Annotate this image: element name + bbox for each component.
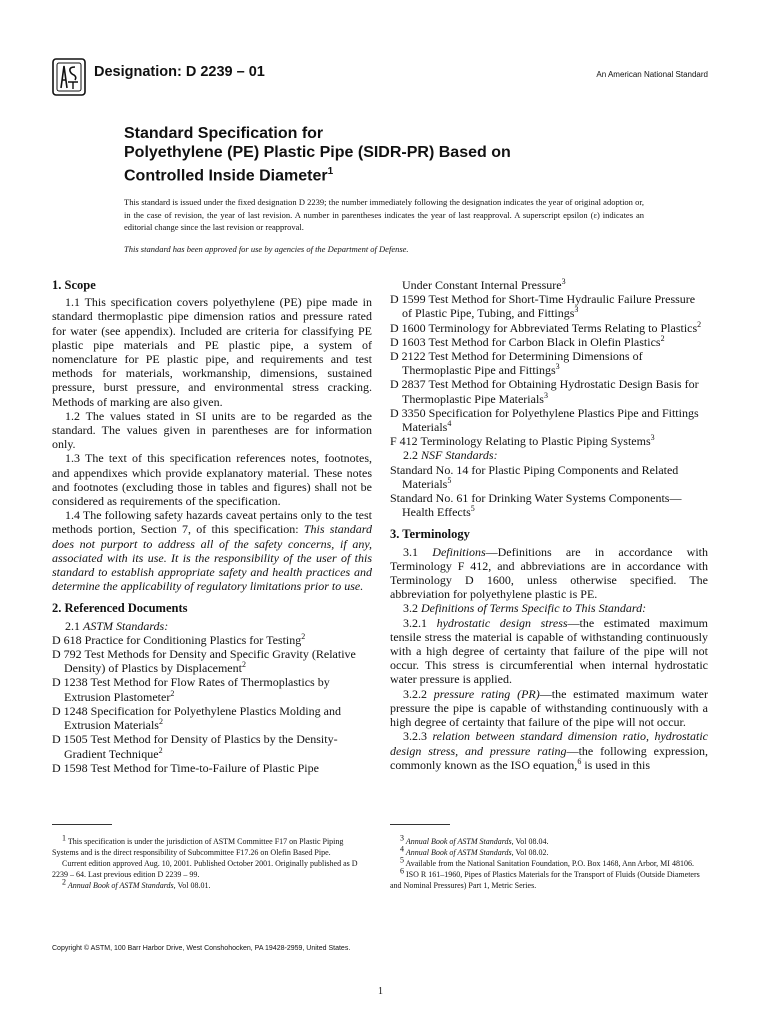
reference-item-text: D 1248 Specification for Polyethylene Plastics Molding and Extrusion Materials: [52, 703, 341, 733]
footnote-1-edition: Current edition approved Aug. 10, 2001. Published October 2001. Originally published as D 2239 – 64. Last previous edition D 2239 – 99.: [52, 859, 358, 879]
reference-item-text: D 3350 Specification for Polyethylene Plastics Pipe and Fittings Materials: [390, 405, 699, 435]
p-3-2-term: Definitions of Terms Specific to This Standard:: [421, 601, 647, 616]
section-heading-referenced-documents: 2. Referenced Documents: [52, 601, 188, 616]
title-footnote-mark: 1: [327, 166, 334, 177]
safety-caveat: This standard does not purport to address all of the safety concerns, if any, associated with its use. It is the responsibility of the user of this standard to establish appropriate safety and health practices and determine the applicability of regulatory limitations prior to use.: [52, 522, 373, 594]
title-line-3-text: Controlled Inside Diameter: [124, 167, 328, 185]
reference-item: [52, 761, 372, 775]
paragraph-3-2-1: [390, 616, 708, 687]
footnote-4: [390, 844, 708, 858]
reference-item-sup: 3: [555, 362, 560, 372]
copyright-notice: Copyright © ASTM, 100 Barr Harbor Drive, West Conshohocken, PA 19428-2959, United States.: [52, 945, 351, 952]
footnote-1-mark: 1: [62, 833, 66, 843]
footnotes-right: [390, 833, 708, 891]
section-heading-scope: 1. Scope: [52, 278, 96, 292]
reference-item: [390, 292, 708, 320]
footnote-5-mark: 5: [400, 855, 404, 865]
reference-item-sup: 4: [447, 419, 452, 429]
reference-item-text: D 1599 Test Method for Short-Time Hydraulic Failure Pressure of Plastic Pipe, Tubing, and Fittings: [390, 292, 696, 321]
nsf-standards-number: 2.2: [403, 448, 421, 463]
footnote-1-text: This specification is under the jurisdiction of ASTM Committee F17 on Plastic Piping Systems and is the direct responsibility of Subcommittee F17.26 on Olefin Based Pipe.: [52, 837, 344, 857]
section-heading-terminology: 3. Terminology: [390, 527, 470, 542]
p-3-1-num: 3.1: [403, 544, 433, 559]
reference-item-text: F 412 Terminology Relating to Plastic Piping Systems: [390, 434, 651, 449]
paragraph-3-2-2: [390, 687, 708, 730]
footnote-3: [390, 833, 708, 847]
title-line-3: [124, 162, 684, 185]
p-3-2-2-num: 3.2.2: [403, 686, 434, 701]
document-title: [124, 124, 684, 185]
reference-continuation: [390, 278, 708, 292]
nsf-standards-title: NSF Standards:: [421, 448, 498, 463]
title-line-1: Standard Specification for: [124, 125, 324, 142]
p-3-2-3-num: 3.2.3: [403, 729, 433, 744]
footnote-2: [52, 877, 372, 891]
reference-item-sup: 2: [301, 631, 306, 641]
p-3-2-1-num: 3.2.1: [403, 615, 437, 630]
reference-item-sup: 2: [697, 319, 702, 329]
footnote-2-mark: 2: [62, 877, 66, 887]
footnote-2-italic: Annual Book of ASTM Standards: [66, 881, 174, 890]
astm-logo-icon: [52, 58, 86, 96]
footnote-1: [52, 833, 372, 858]
reference-item: [390, 335, 708, 349]
paragraph-3-2-3: [390, 729, 708, 772]
paragraph-1-4: [52, 508, 372, 593]
nsf-reference-list: [390, 463, 708, 520]
reference-item: [390, 349, 708, 377]
page-number: 1: [378, 986, 383, 997]
reference-item: [52, 675, 372, 703]
footnote-4-italic: Annual Book of ASTM Standards: [404, 848, 512, 857]
nsf-standards-label: [390, 448, 708, 462]
p-3-1-term: Definitions: [432, 544, 486, 559]
p-3-2-1-text: —the estimated maximum tensile stress the material is capable of withstanding continuously with a high degree of certainty that failure of the pipe will not occur. This stress is circumferential when internal hydrostatic water pressure is applied.: [390, 615, 709, 687]
astm-reference-list: [52, 633, 372, 775]
footnote-6-text: ISO R 161–1960, Pipes of Plastics Materials for the Transport of Fluids (Outside Diameters and Nominal Pressures) Part 1, Metric Series.: [390, 870, 700, 890]
reference-item-sup: 2: [158, 717, 163, 727]
reference-item-text: D 1598 Test Method for Time-to-Failure of Plastic Pipe: [52, 760, 319, 775]
footnote-5-text: Available from the National Sanitation Foundation, P.O. Box 1468, Ann Arbor, MI 48106.: [404, 859, 694, 868]
reference-continuation-sup: 3: [561, 277, 566, 286]
reference-item-text: Standard No. 14 for Plastic Piping Components and Related Materials: [390, 462, 679, 491]
reference-item-sup: 5: [470, 504, 475, 514]
footnote-3-mark: 3: [400, 833, 404, 843]
reference-item-text: D 1505 Test Method for Density of Plastics by the Density-Gradient Technique: [52, 732, 338, 761]
astm-reference-list-continued: [390, 292, 708, 448]
p-3-2-3-text-a: —the following expression, commonly known as the ISO equation,: [390, 743, 708, 772]
reference-item: [390, 491, 708, 519]
astm-standards-number: 2.1: [65, 618, 83, 633]
footnote-6: [390, 866, 708, 891]
designation: Designation: D 2239 – 01: [94, 64, 265, 80]
title-line-2: Polyethylene (PE) Plastic Pipe (SIDR-PR) Based on: [124, 144, 511, 161]
reference-item: [52, 633, 372, 647]
p-3-2-2-term: pressure rating (PR): [433, 686, 540, 701]
reference-item: [52, 704, 372, 732]
paragraph-1-4-text: 1.4 The following safety hazards caveat pertains only to the test methods portion, Section 7, of this specification:: [52, 508, 372, 537]
reference-item: [390, 434, 708, 448]
p-3-1-text: —Definitions are in accordance with Terminology F 412, and abbreviations are in accordance with Terminology D 1600, unless otherwise specified. The abbreviation for polyethylene plastic is PE.: [390, 544, 709, 602]
reference-item-text: D 618 Practice for Conditioning Plastics for Testing: [52, 632, 302, 647]
footnote-3-italic: Annual Book of ASTM Standards: [404, 837, 512, 846]
p-3-2-3-text-b: is used in this: [581, 757, 650, 772]
paragraph-3-2: [390, 601, 708, 615]
paragraph-3-1: [390, 545, 708, 602]
dod-notice: This standard has been approved for use by agencies of the Department of Defense.: [124, 244, 409, 254]
reference-item: [390, 463, 708, 491]
reference-item: [390, 321, 708, 335]
reference-item-sup: 2: [158, 745, 163, 755]
reference-item-sup: 5: [447, 475, 452, 485]
reference-item-sup: 2: [660, 333, 665, 343]
paragraph-1-3: 1.3 The text of this specification references notes, footnotes, and appendixes which provide explanatory material. These notes and footnotes (excluding those in tables and figures) shall not be considered as requirements of the specification.: [52, 451, 372, 509]
reference-item-text: Standard No. 61 for Drinking Water Systems Components—Health Effects: [390, 491, 682, 520]
left-column: [52, 278, 372, 775]
reference-item: [390, 377, 708, 405]
reference-continuation-text: Under Constant Internal Pressure: [402, 278, 562, 292]
p-3-2-num: 3.2: [403, 601, 421, 616]
paragraph-1-1: 1.1 This specification covers polyethylene (PE) pipe made in standard thermoplastic pipe dimension ratios and pressure rated for water (see appendix). Included are criteria for classifying PE plastic pipe materials and PE plastic pipe, a system of nomenclature for PE plastic pipe, and requirements and test methods for materials, workmanship, dimensions, sustained pressure, burst pressure, and environmental stress cracking. Methods of marking are also given.: [52, 295, 372, 409]
reference-item-text: D 1603 Test Method for Carbon Black in Olefin Plastics: [390, 334, 661, 349]
reference-item-text: D 2122 Test Method for Determining Dimensions of Thermoplastic Pipe and Fittings: [390, 349, 643, 378]
footnote-6-mark: 6: [400, 866, 404, 876]
footnote-3-rest: , Vol 08.04.: [511, 837, 549, 846]
footnote-2-rest: , Vol 08.01.: [173, 881, 211, 890]
footnote-rule-left: [52, 824, 112, 825]
p-3-2-3-sup: 6: [577, 756, 582, 766]
footnotes-left: [52, 833, 372, 891]
p-3-2-1-term: hydrostatic design stress: [436, 615, 568, 630]
astm-standards-label: [52, 619, 372, 633]
footnote-4-rest: , Vol 08.02.: [511, 848, 549, 857]
reference-item-sup: 2: [170, 688, 175, 698]
reference-item-sup: 3: [574, 305, 579, 315]
footnote-4-mark: 4: [400, 844, 404, 854]
reference-item: [390, 406, 708, 434]
reference-item-text: D 792 Test Methods for Density and Specific Gravity (Relative Density) of Plastics by Displacement: [52, 647, 356, 676]
footnote-5: [390, 855, 708, 869]
p-3-2-2-text: —the estimated maximum water pressure the pipe is capable of withstanding continuously with a high degree of certainty that failure of the pipe will not occur.: [390, 686, 708, 730]
reference-item-sup: 2: [241, 660, 246, 670]
reference-item-sup: 3: [650, 433, 655, 443]
reference-item-text: D 2837 Test Method for Obtaining Hydrostatic Design Basis for Thermoplastic Pipe Materials: [390, 377, 699, 406]
astm-standards-title: ASTM Standards:: [83, 618, 169, 633]
p-3-2-3-term: relation between standard dimension ratio, hydrostatic design stress, and pressure rating: [390, 729, 708, 758]
footnote-rule-right: [390, 824, 450, 825]
issuance-notice: This standard is issued under the fixed designation D 2239; the number immediately following the designation indicates the year of original adoption or, in the case of revision, the year of last revision. A number in parentheses indicates the year of last reapproval. A superscript epsilon (ε) indicates an editorial change since the last revision or reapproval.: [124, 197, 644, 232]
reference-item-text: D 1238 Test Method for Flow Rates of Thermoplastics by Extrusion Plastometer: [52, 675, 330, 704]
reference-item-text: D 1600 Terminology for Abbreviated Terms Relating to Plastics: [390, 320, 698, 335]
reference-item: [52, 732, 372, 760]
national-standard-label: An American National Standard: [596, 70, 708, 79]
right-column: [390, 278, 708, 772]
paragraph-1-2: 1.2 The values stated in SI units are to be regarded as the standard. The values given in parentheses are for information only.: [52, 408, 372, 452]
reference-item-sup: 3: [543, 390, 548, 400]
reference-item: [52, 647, 372, 675]
